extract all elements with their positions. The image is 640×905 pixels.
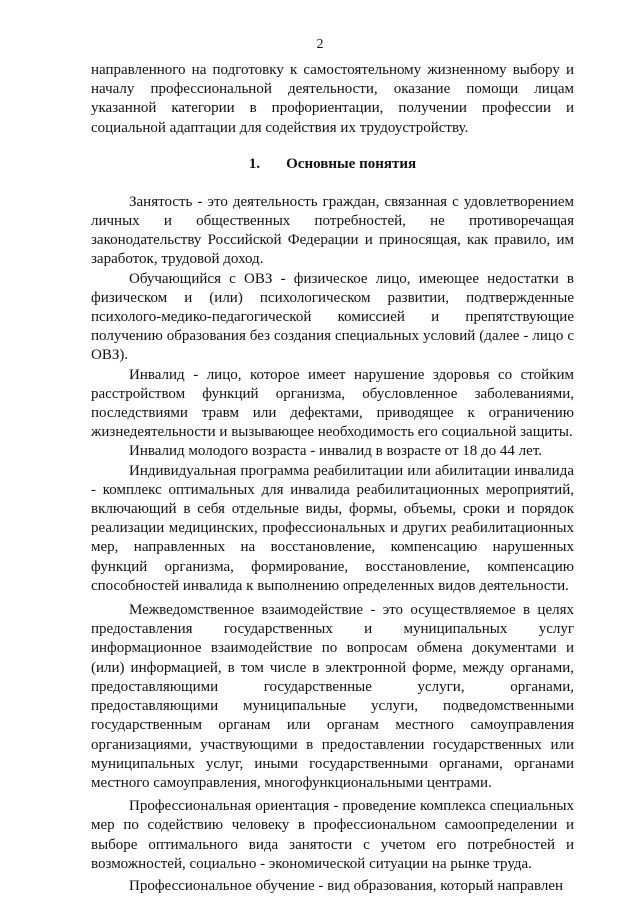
definition-rehabilitation-program: Индивидуальная программа реабилитации или абилитации инвалида - комплекс оптимальных для инвалида реабилитационных мероприятий, включающий в себя отдельные виды, формы, объемы, сроки и порядок реализации медицинских, профессиональных и других реабилитационных мер, направленных на восстановление, компенсацию нарушенных функций организма, формирование, восстановление, компенсацию способностей инвалида к выполнению определенных видов деятельности. xyxy=(91,462,574,594)
definition-student-ovz: Обучающийся с ОВЗ - физическое лицо, имеющее недостатки в физическом и (или) психологическом развитии, подтвержденные психолого-медико-педагогической комиссией и препятствующие получению образования без создания специальных условий (далее - лицо с ОВЗ). xyxy=(91,270,574,364)
definition-employment: Занятость - это деятельность граждан, связанная с удовлетворением личных и общественных потребностей, не противоречащая законодательству Российской Федерации и приносящая, как правило, им заработок, трудовой доход. xyxy=(91,193,574,268)
section-title: Основные понятия xyxy=(286,155,417,172)
definition-disabled-person: Инвалид - лицо, которое имеет нарушение здоровья со стойким расстройством функций организма, обусловленное заболеваниями, последствиями травм или дефектами, приводящее к ограничению жизнедеятельности и вызывающее необходимость его социальной защиты. xyxy=(91,366,574,441)
page-number: 2 xyxy=(316,37,324,52)
definition-young-disabled: Инвалид молодого возраста - инвалид в возрасте от 18 до 44 лет. xyxy=(129,443,542,460)
definition-professional-training: Профессиональное обучение - вид образования, который направлен xyxy=(129,877,564,894)
document-body xyxy=(91,61,574,896)
definition-interagency-interaction: Межведомственное взаимодействие - это осуществляемое в целях предоставления государственных и муниципальных услуг информационное взаимодействие по вопросам обмена документами и (или) информацией, в том числе в электронной форме, между органами, предоставляющими государственные услуги, органами, предоставляющими муниципальные услуги, подведомственными государственным органам или органам местного самоуправления организациями, участвующими в предоставлении государственных или муниципальных услуг, иными государственными органами, органами местного самоуправления, многофункциональными центрами. xyxy=(91,602,574,791)
section-heading xyxy=(91,155,574,174)
section-number: 1. xyxy=(248,155,261,172)
definition-professional-orientation: Профессиональная ориентация - проведение комплекса специальных мер по содействию человеку в профессиональном самоопределении и выборе оптимального вида занятости с учетом его потребностей и возможностей, социально - экономической ситуации на рынке труда. xyxy=(91,798,574,872)
spacer xyxy=(91,174,574,193)
spacer xyxy=(91,138,574,155)
intro-paragraph: направленного на подготовку к самостоятельному жизненному выбору и началу профессиональной деятельности, оказание помощи лицам указанной категории в профориентации, получении профессии и социальной адаптации для содействия их трудоустройству. xyxy=(91,62,574,136)
